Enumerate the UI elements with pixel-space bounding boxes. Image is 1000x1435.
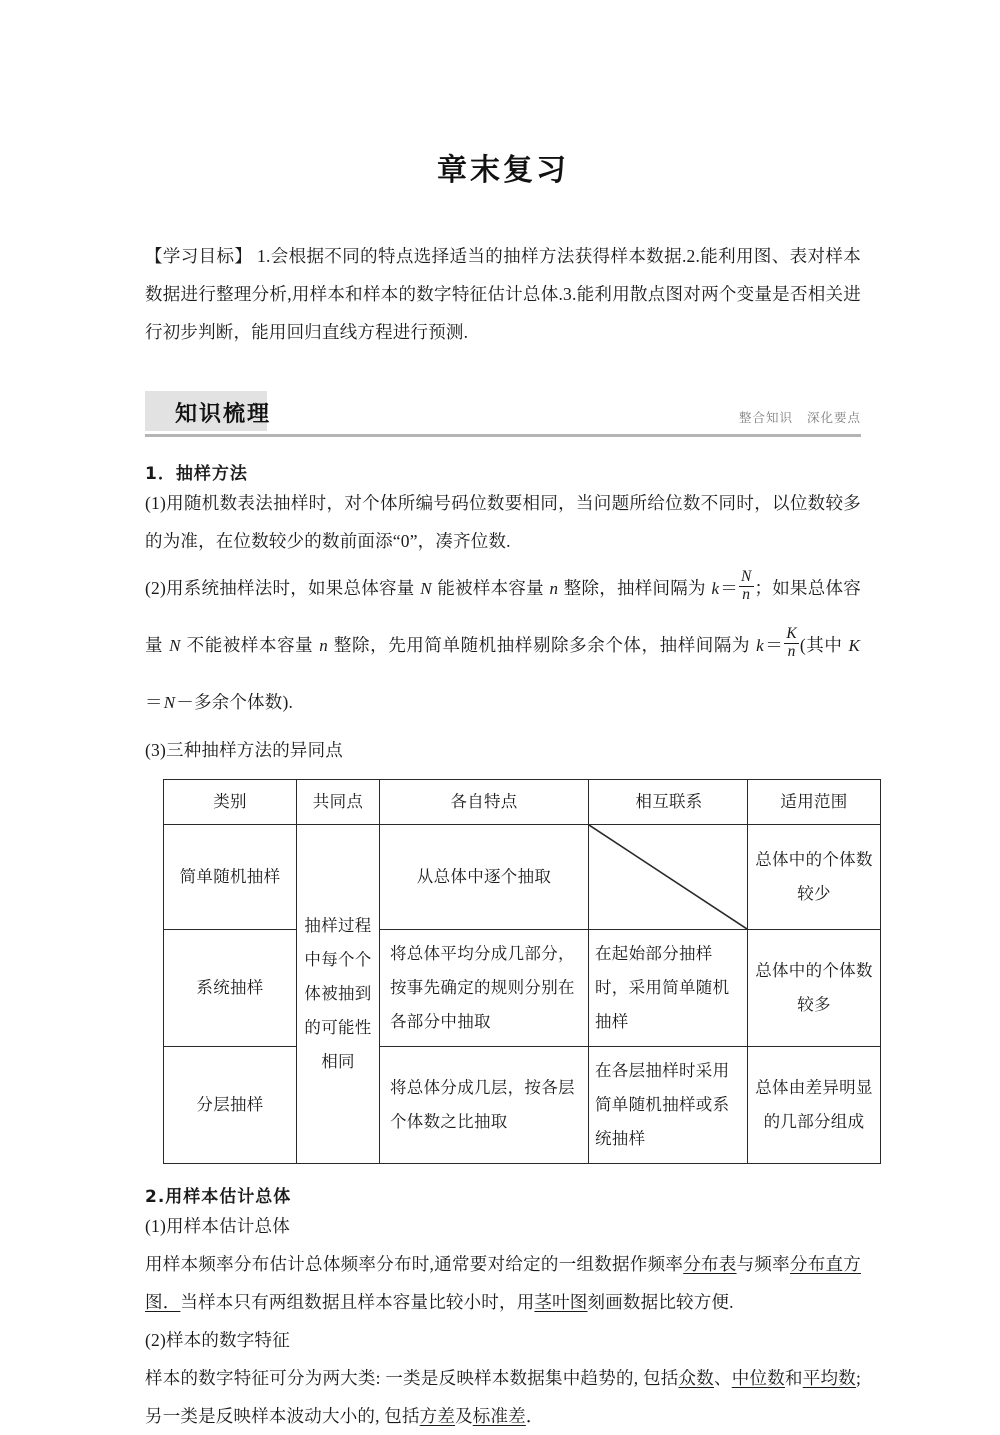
table-header-row: [164, 780, 881, 825]
text-seg-a: 用样本频率分布估计总体频率分布时,通常要对给定的一组数据作频率: [145, 1254, 684, 1274]
text-seg-g: (其中: [799, 635, 848, 655]
text-seg-e: 及: [455, 1406, 473, 1426]
eq-3: ＝: [145, 692, 163, 712]
underlined-mean: 平均数: [802, 1368, 856, 1388]
var-N-2: N: [169, 636, 181, 655]
table-cell-relation-stratified: 在各层抽样时采用简单随机抽样或系统抽样: [589, 1047, 748, 1164]
table-row: [164, 1047, 881, 1164]
section-banner-title: 知识梳理: [175, 402, 272, 427]
underlined-mode: 众数: [678, 1368, 714, 1388]
table-cell-type-stratified: 分层抽样: [164, 1047, 297, 1164]
var-k-2: k: [756, 636, 764, 655]
table-cell-relation-diagonal: [589, 825, 748, 930]
text-seg-b: 能被样本容量: [432, 578, 549, 598]
eq-2: ＝: [764, 635, 784, 655]
fraction-K-over-n: [784, 626, 799, 660]
diagonal-line-icon: [589, 825, 747, 929]
text-seg-a: 样本的数字特征可分为两大类: 一类是反映样本数据集中趋势的, 包括: [145, 1368, 679, 1388]
table-cell-scope-systematic: 总体中的个体数较多: [748, 930, 881, 1047]
text-seg-c: 当样本只有两组数据且样本容量比较小时，用: [180, 1292, 535, 1312]
table-header-cell-feature: 各自特点: [380, 780, 589, 825]
var-N-1: N: [420, 579, 432, 598]
heading-sampling-methods: 1．抽样方法: [145, 464, 248, 484]
section-banner: [145, 391, 861, 437]
table-cell-common-point: 抽样过程中每个个体被抽到的可能性相同: [297, 825, 380, 1164]
text-seg-f: ．: [525, 1406, 544, 1426]
text-seg-d: ; 另一类是反映样本波动大小的, 包括: [145, 1368, 861, 1426]
table-row: [164, 930, 881, 1047]
underlined-median: 中位数: [731, 1368, 785, 1388]
underlined-variance: 方差: [419, 1406, 456, 1426]
var-N-3: N: [163, 693, 176, 712]
table-cell-scope-simple-random: 总体中的个体数较少: [748, 825, 881, 930]
paragraph-random-number-table: (1)用随机数表法抽样时，对个体所编号码位数要相同，当问题所给位数不同时，以位数较多的为准，在位数较少的数前面添“0”，凑齐位数.: [145, 493, 861, 551]
fraction-denominator: n: [739, 586, 754, 604]
table-cell-scope-stratified: 总体由差异明显的几部分组成: [748, 1047, 881, 1164]
text-seg-d: 刻画数据比较方便.: [587, 1292, 734, 1312]
text-seg-b: 、: [713, 1368, 732, 1388]
comparison-table-wrapper: [163, 779, 873, 1164]
paragraph-numeric-features: [145, 1359, 861, 1435]
underlined-distribution-table: 分布表: [683, 1254, 737, 1274]
section-banner-subtitle-left: 整合知识: [738, 410, 793, 425]
text-seg-b: 与频率: [736, 1254, 790, 1274]
sampling-comparison-table: [163, 779, 881, 1164]
heading-estimate-population: 2.用样本估计总体: [145, 1187, 292, 1207]
table-header-cell-common: 共同点: [297, 780, 380, 825]
table-cell-relation-systematic: 在起始部分抽样时，采用简单随机抽样: [589, 930, 748, 1047]
var-K-1: K: [848, 636, 861, 655]
text-seg-e: 不能被样本容量: [181, 635, 319, 655]
page-content: [145, 0, 873, 1435]
section-banner-rule: [145, 434, 861, 437]
var-k-1: k: [711, 579, 720, 598]
page-title: 章末复习: [437, 153, 569, 188]
fraction-numerator: K: [786, 624, 797, 642]
section-banner-subtitle-right: 深化要点: [806, 410, 861, 425]
text-seg-c: 和: [784, 1368, 803, 1388]
table-header-cell-relation: 相互联系: [589, 780, 748, 825]
table-cell-feature-systematic: 将总体平均分成几部分，按事先确定的规则分别在各部分中抽取: [380, 930, 589, 1047]
table-cell-feature-stratified: 将总体分成几层，按各层个体数之比抽取: [380, 1047, 589, 1164]
paragraph-systematic-sampling: [145, 560, 861, 731]
text-seg-i: －多余个体数).: [176, 692, 294, 712]
eq-1: ＝: [720, 578, 738, 598]
fraction-numerator: N: [741, 567, 752, 585]
paragraph-estimate-label: (1)用样本估计总体: [145, 1216, 290, 1236]
text-seg-a: (2)用系统抽样法时，如果总体容量: [145, 578, 420, 598]
fraction-denominator: n: [784, 643, 799, 661]
table-row: [164, 825, 881, 930]
underlined-histogram: 分布直方图．: [145, 1254, 861, 1312]
learning-objectives-text: 1.会根据不同的特点选择适当的抽样方法获得样本数据.2.能利用图、表对样本数据进行整理分析,用样本和样本的数字特征估计总体.3.能利用散点图对两个变量是否相关进行初步判断，能用回归直线方程进行预测.: [145, 246, 861, 342]
text-seg-f: 整除，先用简单随机抽样剔除多余个体，抽样间隔为: [328, 635, 756, 655]
table-cell-type-simple-random: 简单随机抽样: [164, 825, 297, 930]
table-header-cell-type: 类别: [164, 780, 297, 825]
underlined-stem-leaf: 茎叶图: [534, 1292, 588, 1312]
var-n-2: n: [319, 636, 328, 655]
paragraph-three-methods-intro: (3)三种抽样方法的异同点: [145, 740, 344, 760]
section-banner-subtitle: [725, 408, 861, 426]
fraction-N-over-n: [739, 569, 754, 603]
learning-objectives-label: 【学习目标】: [145, 246, 253, 266]
text-seg-c: 整除，抽样间隔为: [559, 578, 711, 598]
text-seg-d: ；如果总体容量: [145, 578, 861, 655]
table-header-cell-scope: 适用范围: [748, 780, 881, 825]
learning-objectives: [145, 237, 861, 351]
paragraph-numeric-features-label: (2)样本的数字特征: [145, 1330, 290, 1350]
underlined-std-dev: 标准差: [472, 1406, 526, 1426]
table-cell-feature-simple-random: 从总体中逐个抽取: [380, 825, 589, 930]
var-n-1: n: [549, 579, 559, 598]
table-cell-type-systematic: 系统抽样: [164, 930, 297, 1047]
paragraph-frequency-distribution: [145, 1245, 861, 1321]
